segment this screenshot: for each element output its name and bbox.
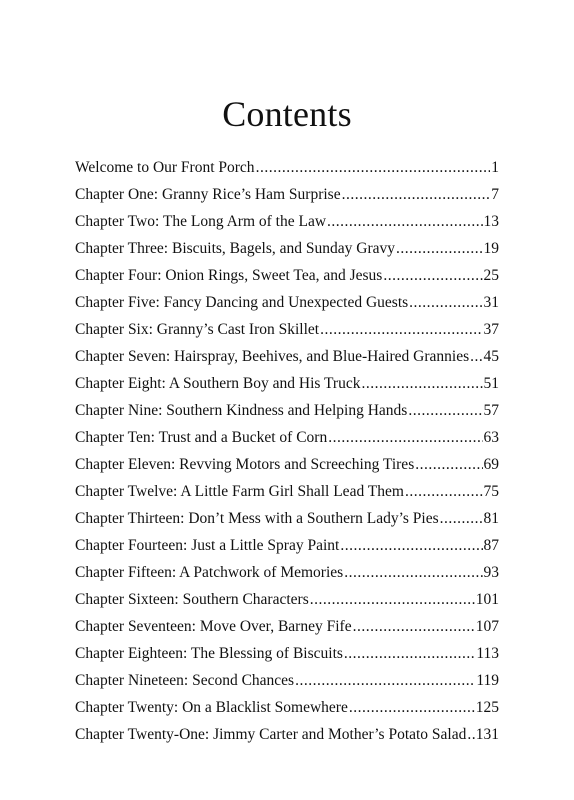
toc-entry (75, 694, 499, 721)
toc-entry-title: Chapter Five: Fancy Dancing and Unexpected Guests (75, 294, 409, 311)
toc-entry-page-number: 101 (475, 591, 499, 608)
dot-leader (349, 694, 475, 721)
dot-leader (340, 532, 482, 559)
toc-entry-page-number: 45 (483, 348, 499, 365)
dot-leader (320, 316, 482, 343)
toc-entry (75, 208, 499, 235)
toc-entry-title: Chapter Twenty: On a Blacklist Somewhere (75, 699, 348, 716)
toc-entry-title: Chapter One: Granny Rice’s Ham Surprise (75, 186, 341, 203)
dot-leader (342, 181, 491, 208)
toc-entry (75, 613, 499, 640)
dot-leader (440, 505, 483, 532)
toc-entry-title: Chapter Nine: Southern Kindness and Helping Hands (75, 402, 408, 419)
toc-entry (75, 667, 499, 694)
dot-leader (408, 397, 482, 424)
toc-entry-page-number: 25 (483, 267, 499, 284)
dot-leader (383, 262, 482, 289)
toc-entry-page-number: 13 (483, 213, 499, 230)
toc-entry (75, 235, 499, 262)
toc-entry-page-number: 63 (483, 429, 499, 446)
toc-entry-page-number: 69 (483, 456, 499, 473)
dot-leader (310, 586, 475, 613)
dot-leader (328, 424, 482, 451)
toc-entry-page-number: 87 (483, 537, 499, 554)
dot-leader (344, 640, 475, 667)
toc-entry-title: Chapter Four: Onion Rings, Sweet Tea, and Jesus (75, 267, 383, 284)
toc-entry-page-number: 75 (483, 483, 499, 500)
toc-entry-title: Chapter Three: Biscuits, Bagels, and Sunday Gravy (75, 240, 395, 257)
toc-entry-page-number: 113 (476, 645, 499, 662)
toc-entry (75, 181, 499, 208)
toc-entry (75, 370, 499, 397)
toc-entry (75, 397, 499, 424)
dot-leader (396, 235, 483, 262)
toc-entry-page-number: 37 (483, 321, 499, 338)
dot-leader (353, 613, 475, 640)
toc-entry-title: Chapter Sixteen: Southern Characters (75, 591, 309, 608)
toc-entry (75, 559, 499, 586)
toc-entry-page-number: 81 (483, 510, 499, 527)
dot-leader (327, 208, 482, 235)
toc-entry-page-number: 57 (483, 402, 499, 419)
toc-entry (75, 316, 499, 343)
toc-entry-title: Chapter Fifteen: A Patchwork of Memories (75, 564, 344, 581)
toc-entry-title: Chapter Ten: Trust and a Bucket of Corn (75, 429, 328, 446)
toc-entry-page-number: 31 (483, 294, 499, 311)
toc-entry-title: Chapter Eleven: Revving Motors and Screeching Tires (75, 456, 415, 473)
dot-leader (415, 451, 482, 478)
toc-entry (75, 478, 499, 505)
toc-entry-title: Chapter Eight: A Southern Boy and His Truck (75, 375, 361, 392)
toc-entry (75, 343, 499, 370)
dot-leader (467, 721, 474, 748)
toc-entry (75, 289, 499, 316)
page-title: Contents (222, 94, 352, 134)
dot-leader (361, 370, 482, 397)
toc-entry-page-number: 107 (475, 618, 499, 635)
toc-entry-page-number: 7 (491, 186, 499, 203)
toc-entry-title: Welcome to Our Front Porch (75, 159, 255, 176)
toc-entry-title: Chapter Thirteen: Don’t Mess with a Southern Lady’s Pies (75, 510, 439, 527)
toc-entry-page-number: 51 (483, 375, 499, 392)
toc-entry-title: Chapter Six: Granny’s Cast Iron Skillet (75, 321, 320, 338)
toc-entry (75, 451, 499, 478)
toc-entry-title: Chapter Seventeen: Move Over, Barney Fife (75, 618, 352, 635)
toc-entry (75, 505, 499, 532)
toc-entry-title: Chapter Twenty-One: Jimmy Carter and Mother’s Potato Salad (75, 726, 467, 743)
toc-entry-page-number: 125 (475, 699, 499, 716)
toc-entry-page-number: 93 (483, 564, 499, 581)
toc-entry (75, 424, 499, 451)
dot-leader (405, 478, 483, 505)
toc-entry (75, 262, 499, 289)
toc-entry-title: Chapter Two: The Long Arm of the Law (75, 213, 327, 230)
toc-entry-title: Chapter Seven: Hairspray, Beehives, and Blue-Haired Grannies (75, 348, 470, 365)
toc-entry-page-number: 1 (491, 159, 499, 176)
dot-leader (295, 667, 475, 694)
toc-entry-title: Chapter Twelve: A Little Farm Girl Shall Lead Them (75, 483, 404, 500)
toc-entry-page-number: 19 (483, 240, 499, 257)
toc-entry (75, 640, 499, 667)
toc-entry (75, 154, 499, 181)
toc-entry (75, 586, 499, 613)
dot-leader (409, 289, 482, 316)
toc-entry-title: Chapter Eighteen: The Blessing of Biscuits (75, 645, 343, 662)
toc-entry (75, 721, 499, 748)
toc-entry-page-number: 119 (476, 672, 499, 689)
dot-leader (470, 343, 482, 370)
toc-entry-title: Chapter Fourteen: Just a Little Spray Paint (75, 537, 340, 554)
toc-entry (75, 532, 499, 559)
toc-entry-page-number: 131 (475, 726, 499, 743)
dot-leader (256, 154, 491, 181)
toc-entry-title: Chapter Nineteen: Second Chances (75, 672, 295, 689)
table-of-contents (75, 154, 499, 748)
dot-leader (344, 559, 482, 586)
